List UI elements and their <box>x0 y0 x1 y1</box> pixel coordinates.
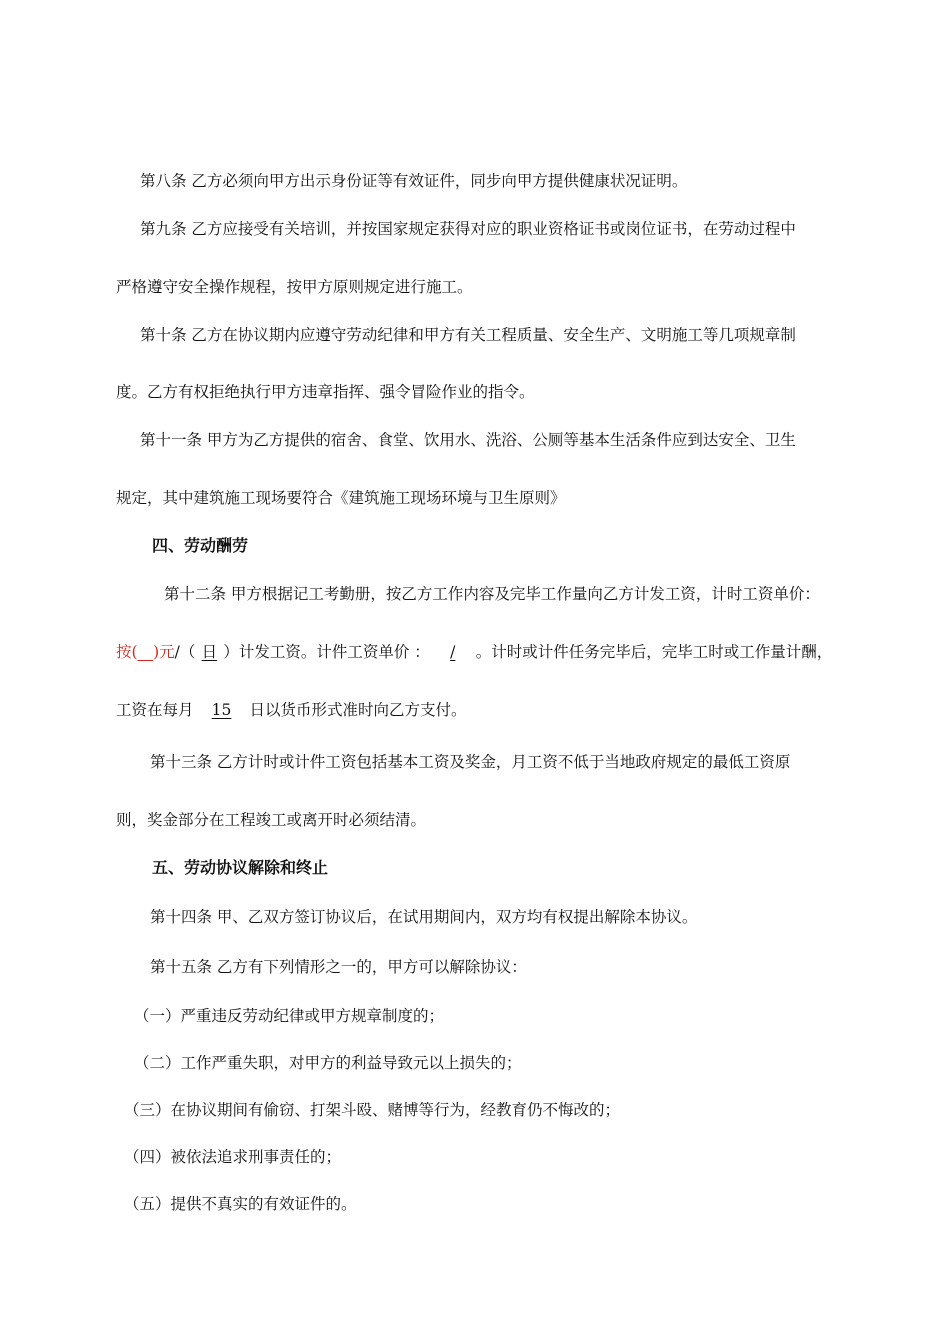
article-12-line-2 <box>116 641 950 663</box>
article-10-line-2: 度。乙方有权拒绝执行甲方违章指挥、强令冒险作业的指令。 <box>116 383 535 401</box>
list-item: （三）在协议期间有偷窃、打架斗殴、赌博等行为，经教育仍不悔改的； <box>124 1101 621 1119</box>
hourly-rate-suffix: )元 <box>153 643 175 661</box>
section-4-heading: 四、劳动酬劳 <box>152 536 249 555</box>
article-13-line-2: 则，奖金部分在工程竣工或离开时必须结清。 <box>116 811 427 829</box>
list-item: （一）严重违反劳动纪律或甲方规章制度的； <box>134 1007 445 1025</box>
slash-open: /（ <box>174 643 196 661</box>
section-5-heading: 五、劳动协议解除和终止 <box>152 858 329 877</box>
piece-rate-value: / <box>450 643 456 661</box>
article-14: 第十四条 甲、乙双方签订协议后，在试用期间内，双方均有权提出解除本协议。 <box>150 908 698 926</box>
article-9-line-1: 第九条 乙方应接受有关培训，并按国家规定获得对应的职业资格证书或岗位证书，在劳动过程中 <box>140 220 796 238</box>
piece-rate-label: ）计发工资。计件工资单价 ： <box>223 643 430 661</box>
article-15: 第十五条 乙方有下列情形之一的，甲方可以解除协议： <box>150 958 527 976</box>
pay-day-suffix: 日以货币形式准时向乙方支付。 <box>249 701 467 719</box>
pay-day-value: 15 <box>211 701 232 719</box>
hourly-rate-prefix: 按( <box>116 643 138 661</box>
hourly-rate-blank: __ <box>137 643 154 661</box>
list-item: （四）被依法追求刑事责任的； <box>124 1148 342 1166</box>
list-item: （二）工作严重失职，对甲方的利益导致元以上损失的； <box>134 1054 522 1072</box>
article-12-line-2-tail: 。计时或计件任务完毕后，完毕工时或工作量计酬， <box>475 643 833 661</box>
article-9-line-2: 严格遵守安全操作规程，按甲方原则规定进行施工。 <box>116 278 473 296</box>
article-10-line-1: 第十条 乙方在协议期内应遵守劳动纪律和甲方有关工程质量、安全生产、文明施工等几项规章制 <box>140 326 796 344</box>
list-item: （五）提供不真实的有效证件的。 <box>124 1195 357 1213</box>
article-13-line-1: 第十三条 乙方计时或计件工资包括基本工资及奖金，月工资不低于当地政府规定的最低工资原 <box>150 753 791 771</box>
article-12-line-3 <box>116 699 950 721</box>
pay-day-prefix: 工资在每月 <box>116 701 194 719</box>
time-unit: 日 <box>201 643 218 661</box>
article-12-line-1: 第十二条 甲方根据记工考勤册，按乙方工作内容及完毕工作量向乙方计发工资，计时工资单价： <box>164 585 820 603</box>
article-8: 第八条 乙方必须向甲方出示身份证等有效证件，同步向甲方提供健康状况证明。 <box>140 172 688 190</box>
article-11-line-2: 规定，其中建筑施工现场要符合《建筑施工现场环境与卫生原则》 <box>116 489 566 507</box>
article-11-line-1: 第十一条 甲方为乙方提供的宿舍、食堂、饮用水、洗浴、公厕等基本生活条件应到达安全、卫生 <box>140 431 796 449</box>
